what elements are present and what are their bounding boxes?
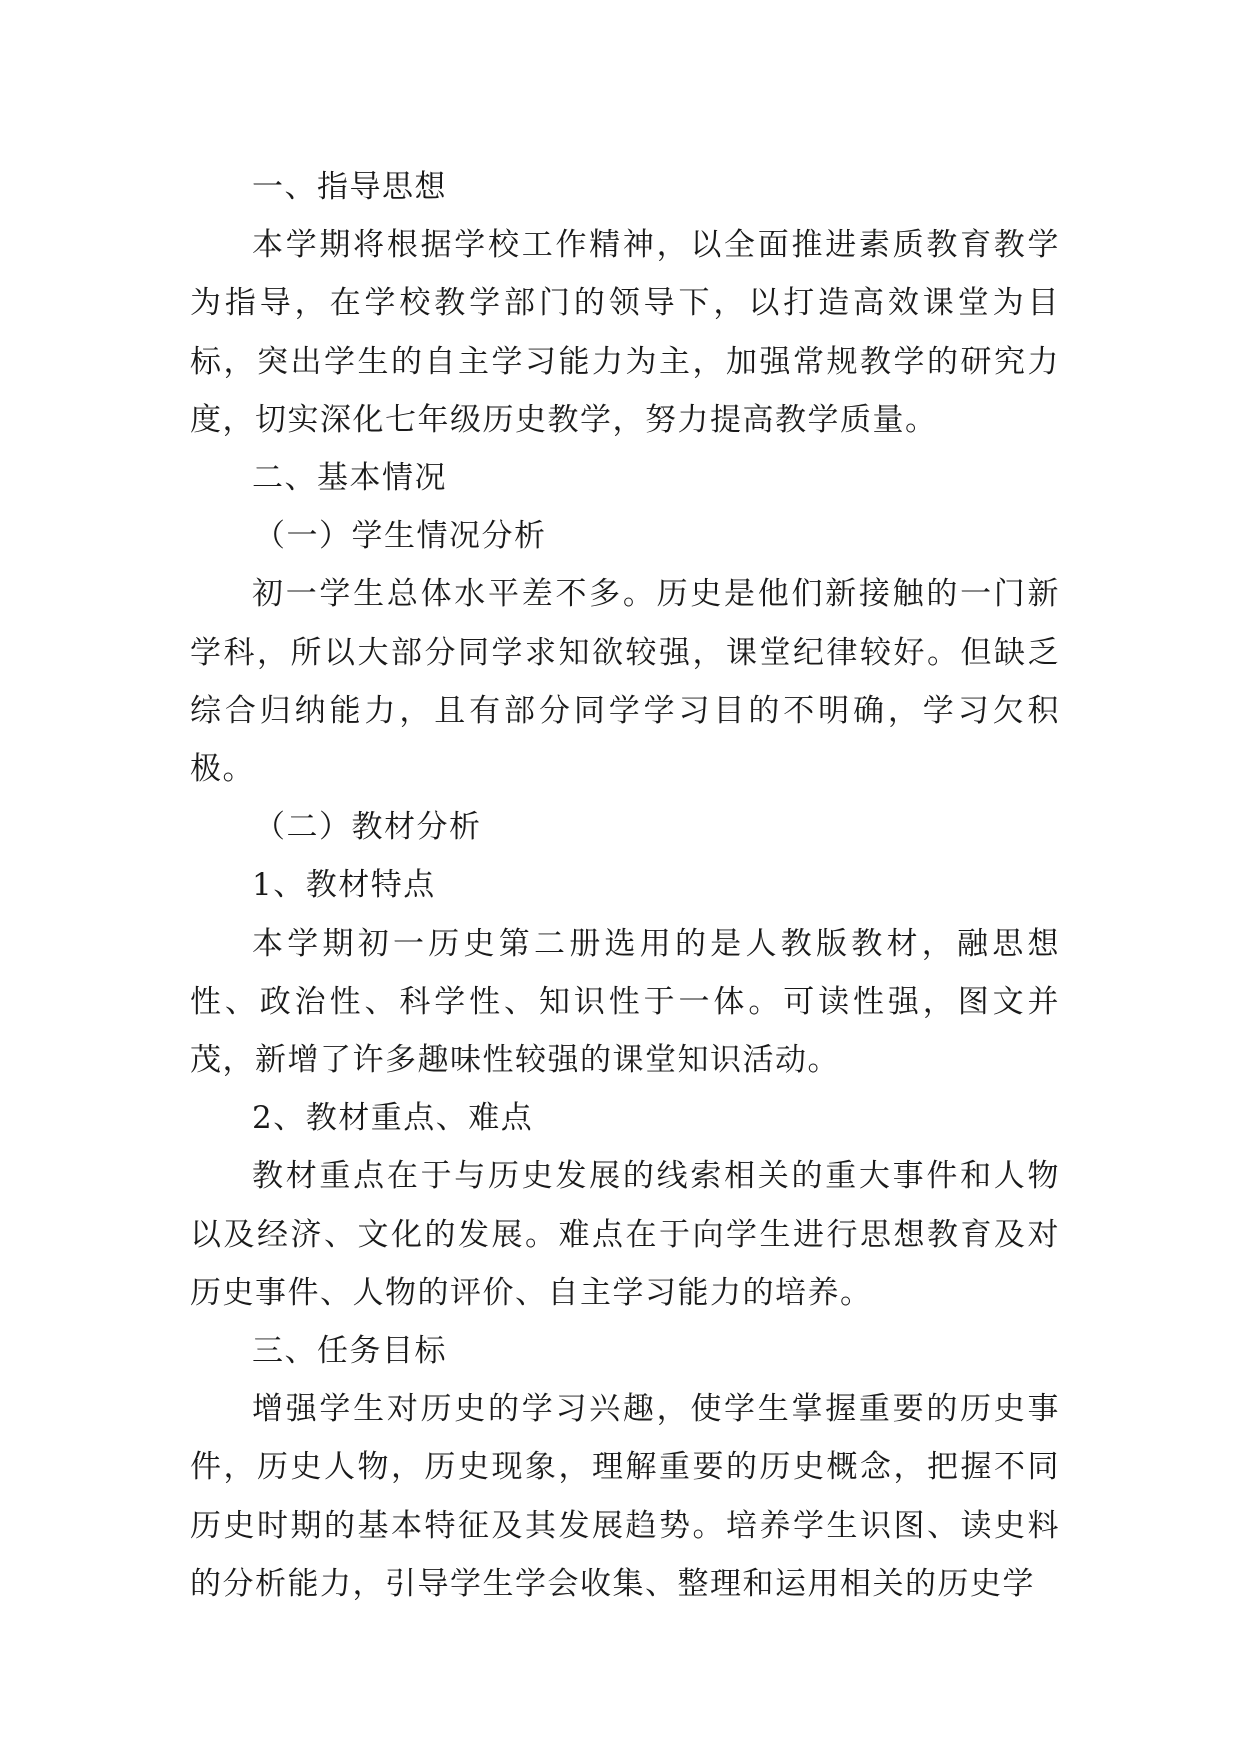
paragraph-task-goals: 增强学生对历史的学习兴趣，使学生掌握重要的历史事件，历史人物，历史现象，理解重要的历史概念，把握不同历史时期的基本特征及其发展趋势。培养学生识图、读史料的分析能力，引导学生学会收集、整理和运用相关的历史学 bbox=[190, 1391, 1060, 1602]
paragraph-guiding-ideology: 本学期将根据学校工作精神，以全面推进素质教育教学为指导，在学校教学部门的领导下，以打造高效课堂为目标，突出学生的自主学习能力为主，加强常规教学的研究力度，切实深化七年级历史教学，努力提高教学质量。 bbox=[190, 227, 1060, 438]
document-body bbox=[190, 158, 1060, 1613]
section-heading-guiding-ideology: 一、指导思想 bbox=[252, 169, 447, 205]
paragraph-textbook-features: 本学期初一历史第二册选用的是人教版教材，融思想性、政治性、科学性、知识性于一体。可读性强，图文并茂，新增了许多趣味性较强的课堂知识活动。 bbox=[190, 925, 1060, 1079]
paragraph-student-analysis: 初一学生总体水平差不多。历史是他们新接触的一门新学科，所以大部分同学求知欲较强，课堂纪律较好。但缺乏综合归纳能力，且有部分同学学习目的不明确，学习欠积极。 bbox=[190, 576, 1060, 788]
heading-key-difficult-points: 2、教材重点、难点 bbox=[252, 1100, 534, 1137]
section-heading-basic-situation: 二、基本情况 bbox=[252, 460, 447, 497]
paragraph-key-difficult-points: 教材重点在于与历史发展的线索相关的重大事件和人物以及经济、文化的发展。难点在于向学生进行思想教育及对历史事件、人物的评价、自主学习能力的培养。 bbox=[190, 1158, 1060, 1311]
section-heading-task-goals: 三、任务目标 bbox=[252, 1333, 447, 1370]
subheading-textbook-analysis: （二）教材分析 bbox=[254, 809, 482, 846]
subheading-student-analysis: （一）学生情况分析 bbox=[254, 518, 547, 555]
heading-textbook-features: 1、教材特点 bbox=[252, 867, 436, 904]
